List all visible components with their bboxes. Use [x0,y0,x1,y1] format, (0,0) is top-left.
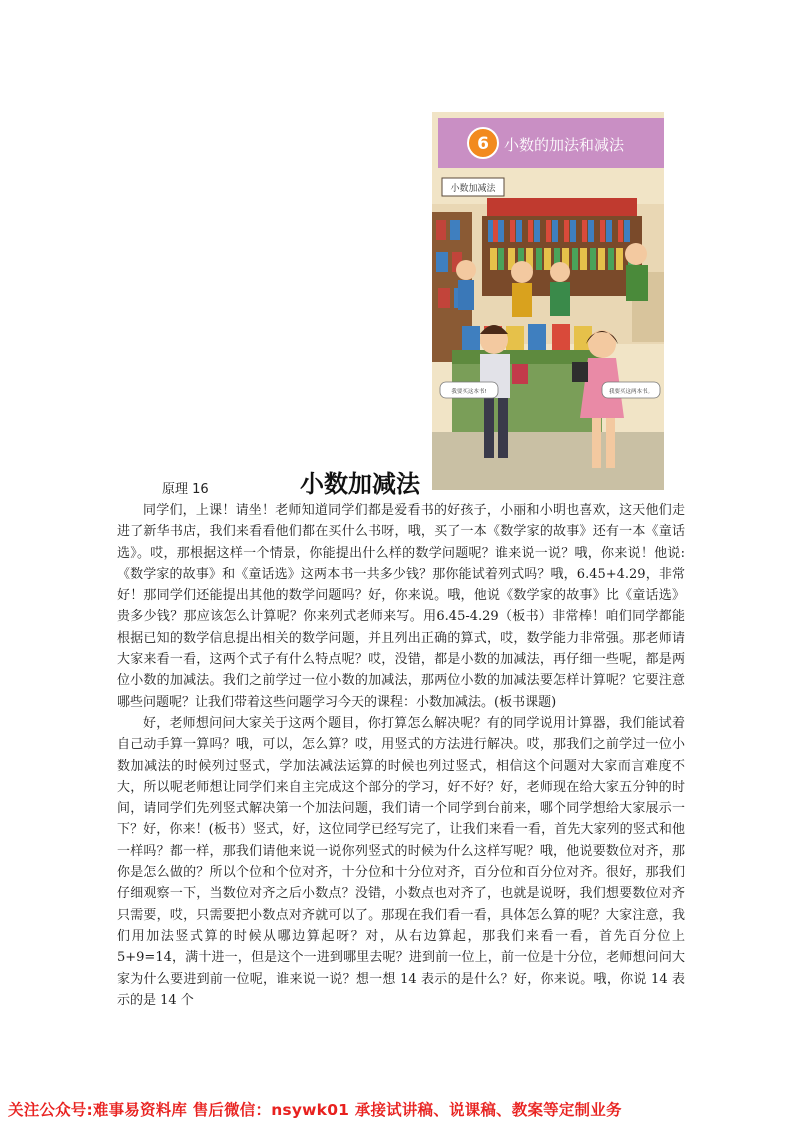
bubble-left: 我要买这本书! [451,389,487,395]
chapter-title: 小数的加法和减法 [504,136,625,154]
textbook-illustration [432,112,664,490]
paragraph-2: 好，老师想问问大家关于这两个题目，你打算怎么解决呢？有的同学说用计算器，我们能试着自己动手算一算吗？哦，可以，怎么算？哎，用竖式的方法进行解决。哎，那我们之前学过一位小数加减法的时候列过竖式，学加法减法运算的时候也列过竖式，相信这个问题对大家而言难度不大，所以呢老师想让同学们来自主完成这个部分的学习，好不好？好，老师现在给大家五分钟的时间，请同学们先列竖式解决第一个加法问题，我们请一个同学到台前来，哪个同学想给大家展示一下？好，你来！(板书）竖式，好，这位同学已经写完了，让我们来看一看，首先大家列的竖式和他一样吗？都一样，那我们请他来说一说你列竖式的时候为什么这样写呢？哦，他说要数位对齐，那你是怎么做的？所以个位和个位对齐，十分位和十分位对齐，百分位和百分位对齐。很好，那我们仔细观察一下，当数位对齐之后小数点？没错，小数点也对齐了，也就是说呀，我们想要数位对齐只需要，哎，只需要把小数点对齐就可以了。那现在我们看一看，具体怎么算的呢？大家注意，我们用加法竖式算的时候从哪边算起呀？对，从右边算起，那我们来看一看，首先百分位上 5+9=14，满十进一，但是这个一进到哪里去呢？进到前一位上，前一位是十分位，老师想问问大家为什么要进到前一位呢，谁来说一说？想一想 14 表示的是什么？好，你来说。哦，你说 14 表示的是 14 个 [117,715,685,1008]
girl-figure [588,330,616,358]
chapter-number: 6 [477,134,489,154]
page-title: 小数加减法 [300,470,420,498]
section-label: 小数加减法 [450,184,496,194]
paragraph-1: 同学们，上课！请坐！老师知道同学们都是爱看书的好孩子，小丽和小明也喜欢，这天他们走进了新华书店，我们来看看他们都在买什么书呀，哦，买了一本《数学家的故事》还有一本《童话选》。哎，那根据这样一个情景，你能提出什么样的数学问题呢？谁来说一说？哦，你来说！他说:《数学家的故事》和《童话选》这两本书一共多少钱？那你能试着列式吗？哦，6.45+4.29，非常好！那同学们还能提出其他的数学问题吗？好，你来说。哦，他说《数学家的故事》比《童话选》贵多少钱？那应该怎么计算呢？你来列式老师来写。用6.45-4.29（板书）非常棒！咱们同学都能根据已知的数学信息提出相关的数学问题，并且列出正确的算式，哎，数学能力非常强。那老师请大家来看一看，这两个式子有什么特点呢？哎，没错，都是小数的加减法，再仔细一些呢，都是两位小数的加减法。我们之前学过一位小数的加减法，那两位小数的加减法要怎样计算呢？它要注意哪些问题呢？让我们带着这些问题学习今天的课程：小数加减法。(板书课题) [117,503,685,710]
bubble-right: 我要买这两本书。 [608,389,654,395]
principle-label: 原理 16 [162,482,209,497]
body-text [117,500,685,1011]
footer-banner: 关注公众号:难事易资料库 售后微信：nsywk01 承接试讲稿、说课稿、教案等定制业务 [8,1101,622,1119]
